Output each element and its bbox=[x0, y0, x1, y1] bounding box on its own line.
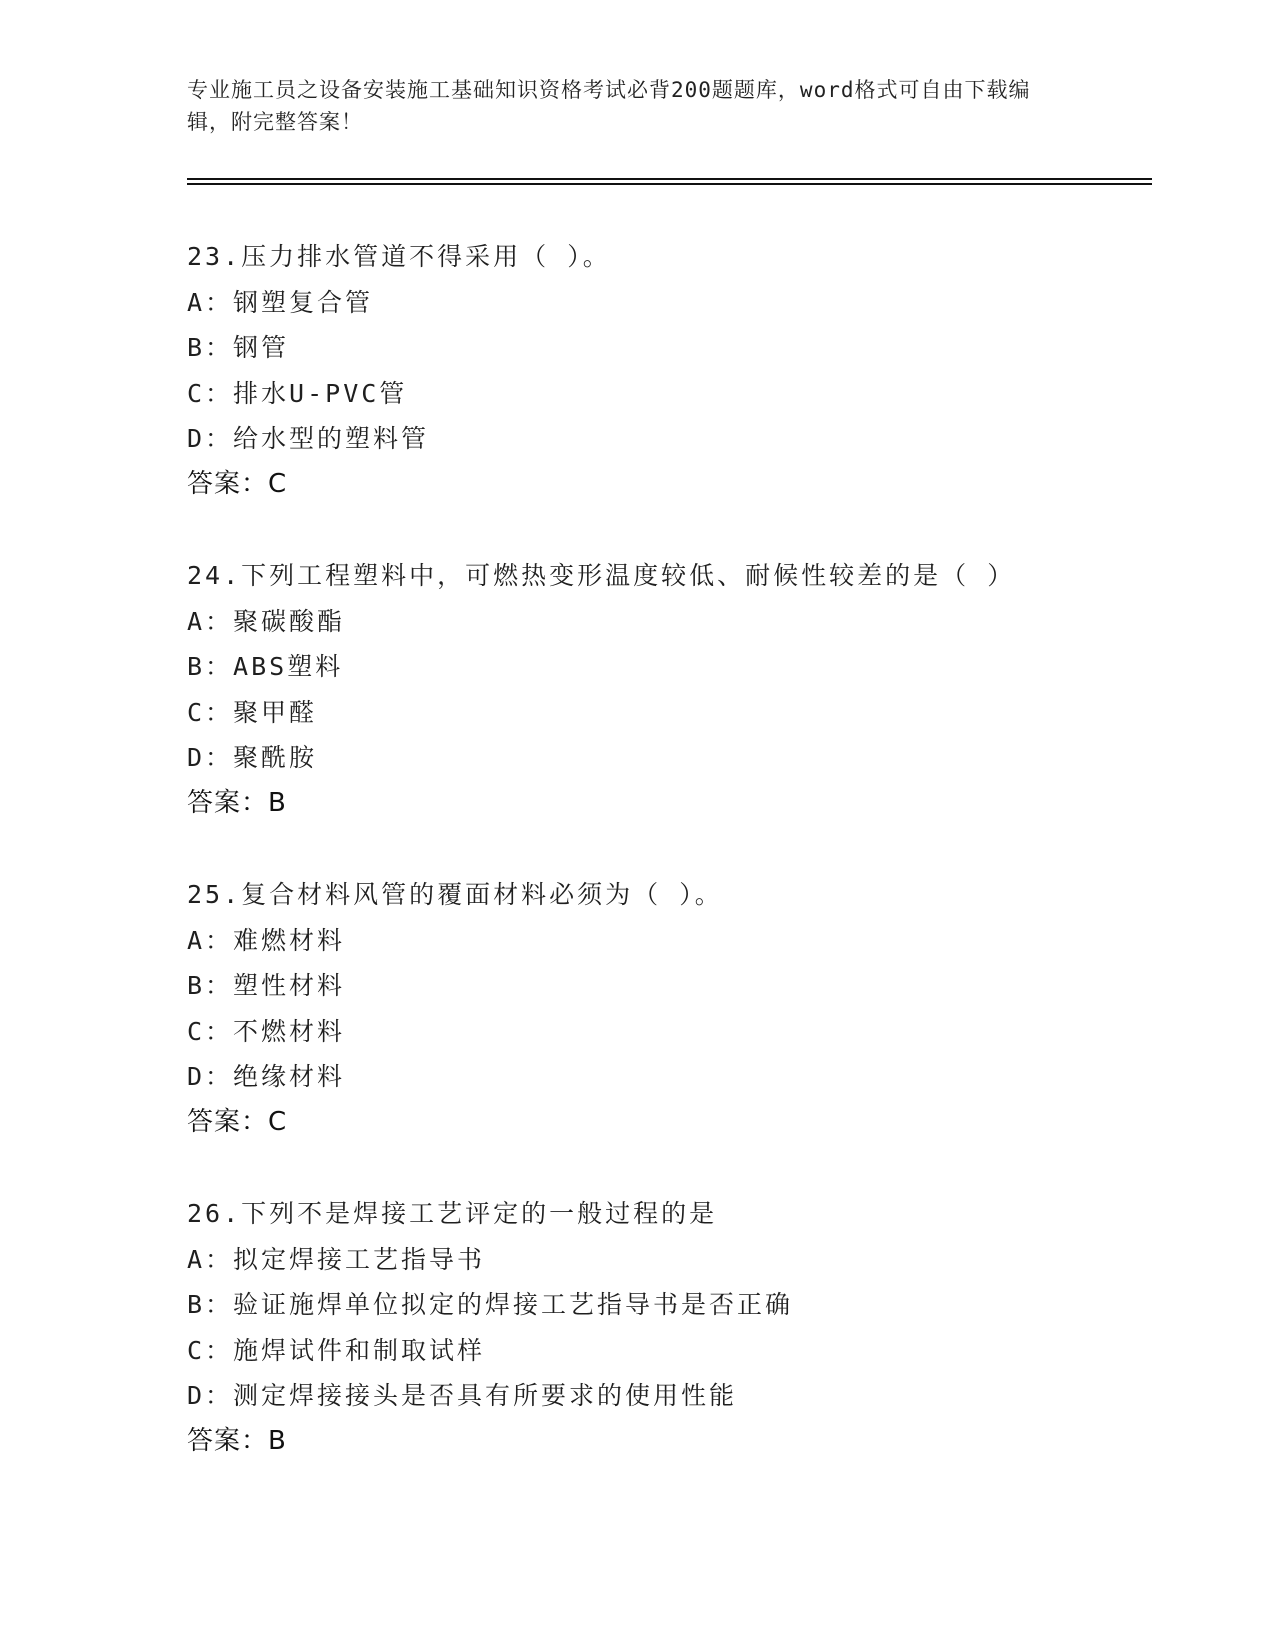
option-a: A：钢塑复合管 bbox=[187, 287, 374, 317]
question-item bbox=[187, 872, 1152, 1191]
option-c: C：排水U-PVC管 bbox=[187, 378, 408, 408]
question-item bbox=[187, 1191, 1152, 1510]
option-d: D：绝缘材料 bbox=[187, 1062, 346, 1091]
header-divider-bottom bbox=[187, 183, 1152, 185]
question-stem: 24.下列工程塑料中，可燃热变形温度较低、耐候性较差的是（ ） bbox=[187, 561, 1016, 590]
option-a: A：拟定焊接工艺指导书 bbox=[187, 1244, 486, 1274]
option-b: B：验证施焊单位拟定的焊接工艺指导书是否正确 bbox=[187, 1290, 794, 1319]
option-c: C：不燃材料 bbox=[187, 1016, 346, 1046]
option-c: C：聚甲醛 bbox=[187, 697, 318, 727]
question-item bbox=[187, 553, 1152, 872]
option-c: C：施焊试件和制取试样 bbox=[187, 1335, 486, 1365]
option-b: B：ABS塑料 bbox=[187, 652, 344, 681]
question-item bbox=[187, 234, 1152, 553]
question-stem: 26.下列不是焊接工艺评定的一般过程的是 bbox=[187, 1199, 718, 1228]
question-stem: 23.压力排水管道不得采用（ ）。 bbox=[187, 242, 611, 271]
answer-line: 答案：B bbox=[187, 787, 287, 818]
option-a: A：难燃材料 bbox=[187, 925, 346, 955]
option-d: D：聚酰胺 bbox=[187, 743, 318, 772]
option-a: A：聚碳酸酯 bbox=[187, 606, 346, 636]
option-d: D：给水型的塑料管 bbox=[187, 424, 430, 453]
option-d: D：测定焊接接头是否具有所要求的使用性能 bbox=[187, 1381, 738, 1410]
document-header: 专业施工员之设备安装施工基础知识资格考试必背200题题库，word格式可自由下载编辑，附完整答案！ bbox=[187, 78, 1031, 134]
answer-line: 答案：C bbox=[187, 1106, 288, 1137]
header-divider-top bbox=[187, 178, 1152, 180]
answer-line: 答案：B bbox=[187, 1425, 287, 1456]
option-b: B：钢管 bbox=[187, 333, 290, 362]
option-b: B：塑性材料 bbox=[187, 971, 346, 1000]
question-list bbox=[187, 234, 1152, 1510]
question-stem: 25.复合材料风管的覆面材料必须为（ ）。 bbox=[187, 880, 723, 909]
answer-line: 答案：C bbox=[187, 468, 288, 499]
